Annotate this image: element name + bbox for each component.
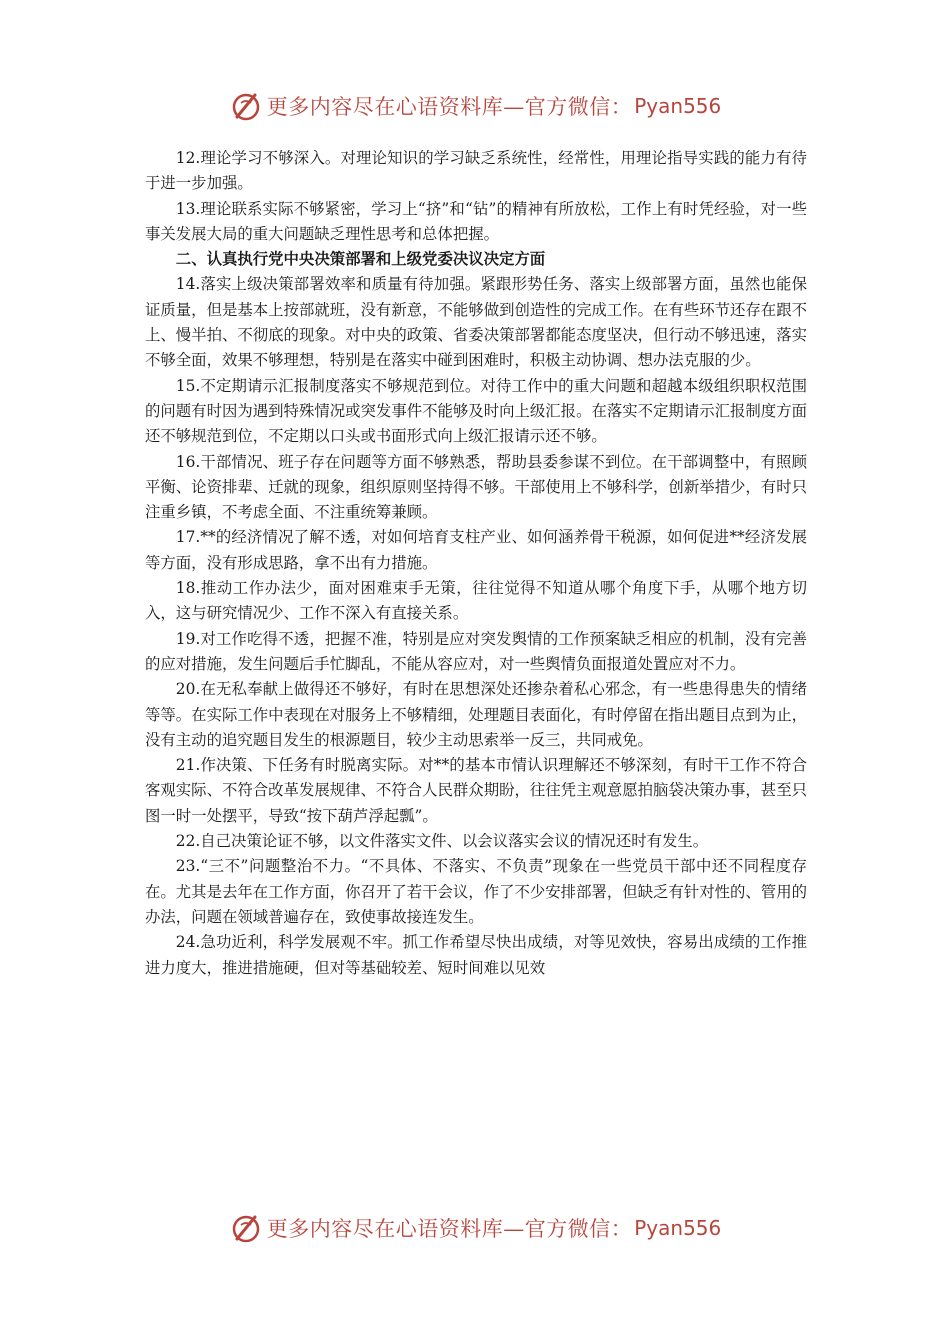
paragraph: 15.不定期请示汇报制度落实不够规范到位。对待工作中的重大问题和超越本级组织职权范围的问题有时因为遇到特殊情况或突发事件不能够及时向上级汇报。在落实不定期请示汇报制度方面还不够规范到位，不定期以口头或书面形式向上级汇报请示还不够。: [145, 376, 807, 446]
watermark-id: Pyan556: [634, 94, 722, 118]
logo-icon: [229, 1211, 263, 1245]
paragraph: 12.理论学习不够深入。对理论知识的学习缺乏系统性，经常性，用理论指导实践的能力有待于进一步加强。: [145, 149, 807, 193]
logo-icon: [229, 89, 263, 123]
paragraph: 18.推动工作办法少，面对困难束手无策，往往觉得不知道从哪个角度下手，从哪个地方切入，这与研究情况少、工作不深入有直接关系。: [145, 579, 807, 623]
watermark-banner-bottom: [0, 1208, 950, 1248]
paragraph: 14.落实上级决策部署效率和质量有待加强。紧跟形势任务、落实上级部署方面，虽然也能保证质量，但是基本上按部就班，没有新意，不能够做到创造性的完成工作。在有些环节还存在跟不上、慢半拍、不彻底的现象。对中央的政策、省委决策部署都能态度坚决，但行动不够迅速，落实不够全面，效果不够理想，特别是在落实中碰到困难时，积极主动协调、想办法克服的少。: [145, 275, 807, 370]
paragraph: 19.对工作吃得不透，把握不准，特别是应对突发舆情的工作预案缺乏相应的机制，没有完善的应对措施，发生问题后手忙脚乱，不能从容应对，对一些舆情负面报道处置应对不力。: [145, 629, 807, 673]
paragraph: 16.干部情况、班子存在问题等方面不够熟悉，帮助县委参谋不到位。在干部调整中，有照顾平衡、论资排辈、迁就的现象，组织原则坚持得不够。干部使用上不够科学，创新举措少，有时只注重乡镇，不考虑全面、不注重统筹兼顾。: [145, 452, 807, 522]
watermark-banner-top: [0, 86, 950, 126]
paragraph: 21.作决策、下任务有时脱离实际。对**的基本市情认识理解还不够深刻，有时干工作不符合客观实际、不符合改革发展规律、不符合人民群众期盼，往往凭主观意愿拍脑袋决策办事，甚至只图一时一处摆平，导致“按下葫芦浮起瓢”。: [145, 756, 807, 825]
paragraph: 20.在无私奉献上做得还不够好，有时在思想深处还掺杂着私心邪念，有一些患得患失的情绪等等。在实际工作中表现在对服务上不够精细，处理题目表面化，有时停留在指出题目点到为止，没有主动的追究题目发生的根源题目，较少主动思索举一反三，共同戒免。: [145, 680, 807, 749]
watermark-id: Pyan556: [634, 1216, 722, 1240]
paragraph: 24.急功近利，科学发展观不牢。抓工作希望尽快出成绩，对等见效快，容易出成绩的工作推进力度大，推进措施硬，但对等基础较差、短时间难以见效: [145, 933, 807, 977]
paragraph: 17.**的经济情况了解不透，对如何培育支柱产业、如何涵养骨干税源，如何促进**经济发展等方面，没有形成思路，拿不出有力措施。: [145, 528, 807, 572]
watermark-text: 更多内容尽在心语资料库—官方微信：: [266, 95, 633, 119]
watermark-text: 更多内容尽在心语资料库—官方微信：: [266, 1217, 633, 1241]
paragraph: 23.“三不”问题整治不力。“不具体、不落实、不负责”现象在一些党员干部中还不同程度存在。尤其是去年在工作方面，你召开了若干会议，作了不少安排部署，但缺乏有针对性的、管用的办法，问题在领域普遍存在，致使事故接连发生。: [145, 857, 807, 926]
document-body: [145, 146, 807, 981]
paragraph: 22.自己决策论证不够，以文件落实文件、以会议落实会议的情况还时有发生。: [175, 832, 709, 851]
section-heading: 二、认真执行党中央决策部署和上级党委决议决定方面: [175, 250, 546, 269]
paragraph: 13.理论联系实际不够紧密，学习上“挤”和“钻”的精神有所放松，工作上有时凭经验，对一些事关发展大局的重大问题缺乏理性思考和总体把握。: [145, 199, 807, 243]
